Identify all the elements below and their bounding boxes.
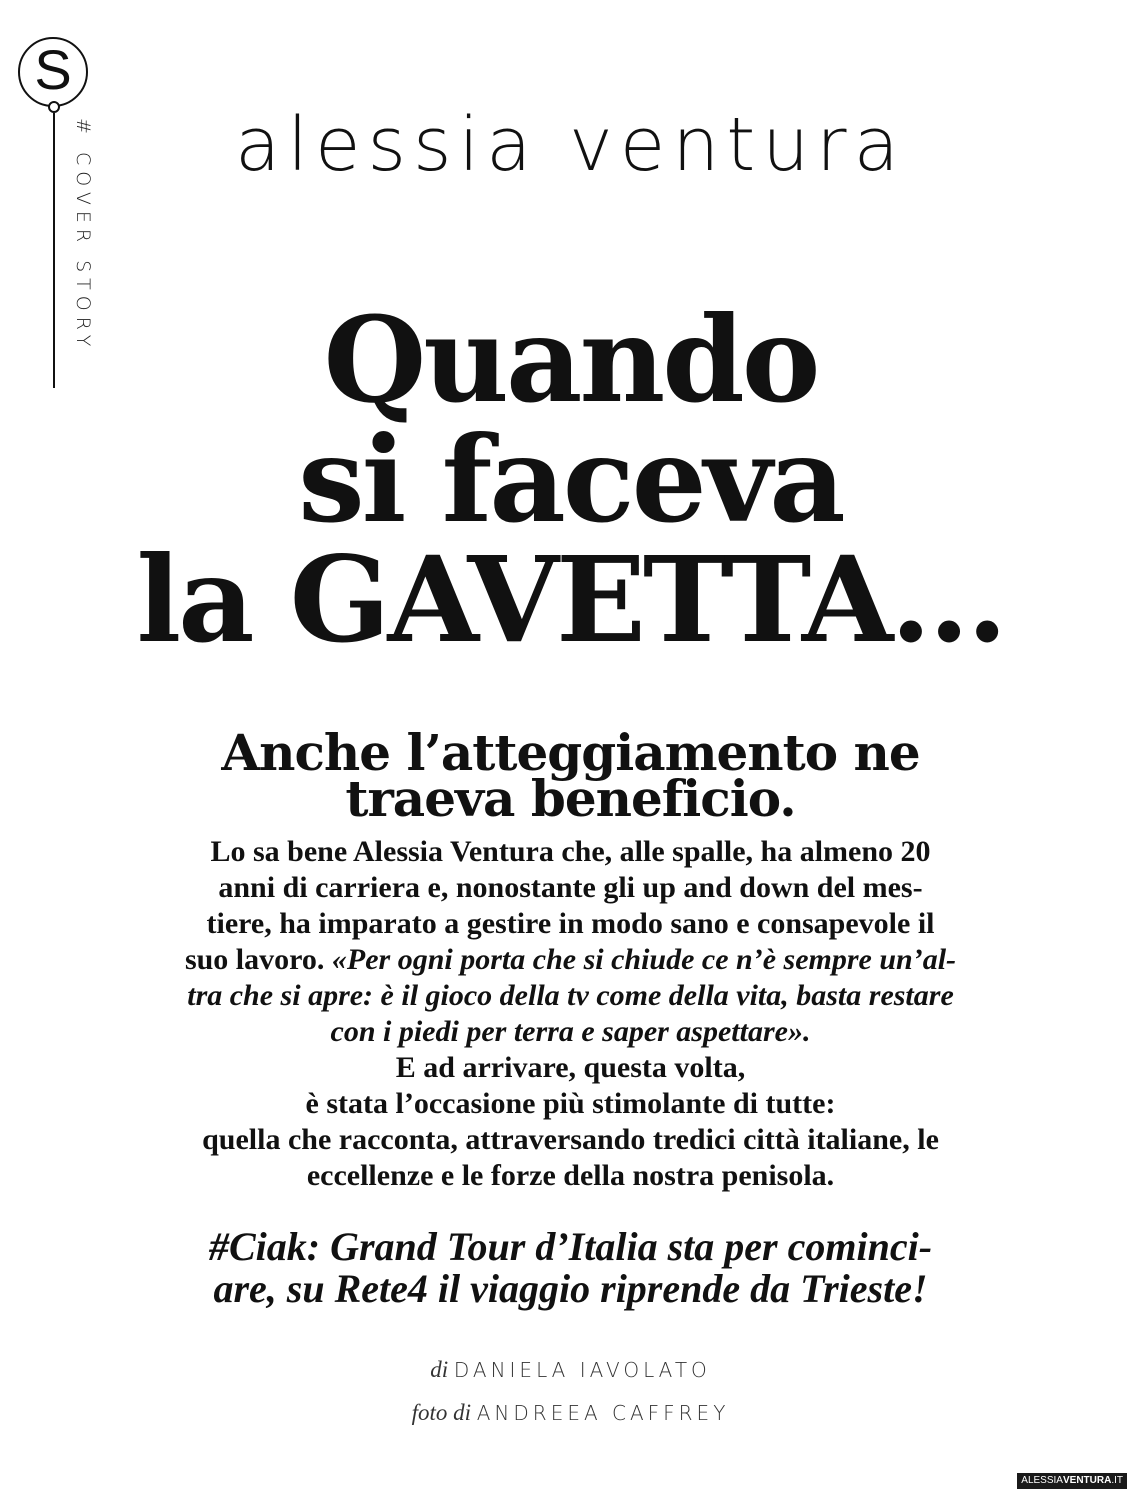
body-line: anni di carriera e, nonostante gli up and down del mes- (218, 871, 923, 904)
body-quote-segment: «Per ogni porta che si chiude ce n’è sempre un’al- (331, 943, 957, 976)
person-name: alessia ventura (235, 102, 906, 188)
author-name: DANIELA IAVOLATO (453, 1358, 711, 1382)
headline-line: la GAVETTA... (136, 530, 1005, 669)
watermark-part: .IT (1111, 1475, 1123, 1486)
subheadline (0, 723, 1141, 828)
author-credit (0, 1357, 1141, 1383)
body-line (0, 942, 1141, 978)
tagline-line: #Ciak: Grand Tour d’Italia sta per cominci- (208, 1224, 933, 1269)
photo-credit (0, 1400, 1141, 1426)
subheadline-line: Anche l’atteggiamento ne (221, 723, 920, 782)
body-line: è stata l’occasione più stimolante di tutte: (305, 1087, 836, 1120)
body-quote-segment: tra che si apre: è il gioco della tv come della vita, basta restare (187, 979, 954, 1012)
headline (0, 290, 1141, 669)
body-line: E ad arrivare, questa volta, (395, 1051, 746, 1084)
body-line (0, 978, 1141, 1014)
site-watermark (1017, 1473, 1127, 1489)
body-line: Lo sa bene Alessia Ventura che, alle spalle, ha almeno 20 (210, 835, 931, 868)
body-plain-segment: suo lavoro. (184, 943, 325, 976)
body-line: quella che racconta, attraversando tredici città italiane, le (202, 1123, 939, 1156)
body-quote-segment: con i piedi per terra e saper aspettare». (330, 1015, 811, 1048)
section-label: # COVER STORY (72, 118, 94, 353)
body-line: tiere, ha imparato a gestire in modo sano e consapevole il (206, 907, 935, 940)
logo-badge (18, 37, 88, 107)
author-prefix: di (430, 1357, 449, 1382)
body-line: eccellenze e le forze della nostra penisola. (306, 1159, 835, 1192)
watermark-part: ALESSIA (1021, 1475, 1063, 1486)
body-text (0, 834, 1141, 1194)
logo-letter: S (34, 38, 72, 101)
headline-line: si faceva (298, 410, 843, 549)
photo-prefix: foto di (411, 1400, 471, 1425)
subheadline-line: traeva beneficio. (345, 769, 796, 828)
watermark-part: VENTURA (1062, 1475, 1112, 1486)
headline-line: Quando (323, 290, 818, 429)
photographer-name: ANDREEA CAFFREY (476, 1401, 730, 1425)
body-line (0, 1014, 1141, 1050)
tagline-line: are, su Rete4 il viaggio riprende da Trieste! (213, 1266, 928, 1311)
tagline (0, 1226, 1141, 1310)
